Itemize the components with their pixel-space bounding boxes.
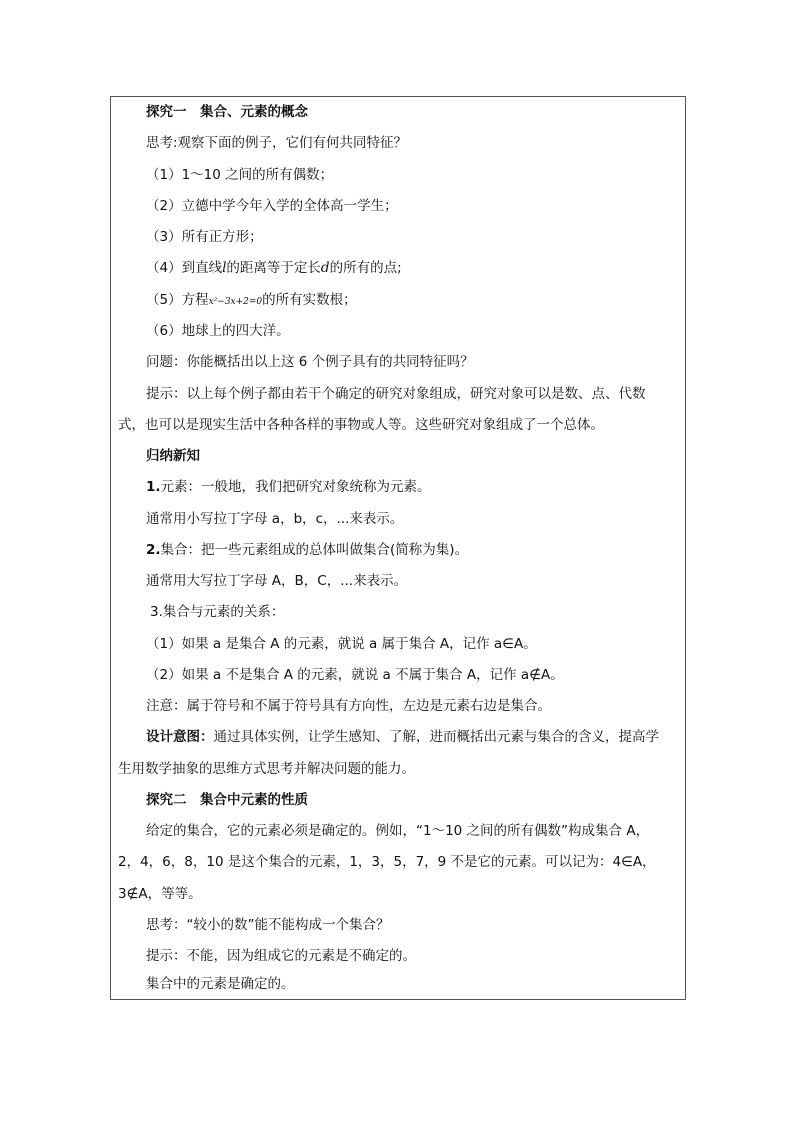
think-small-numbers: 思考：“较小的数”能不能构成一个集合？ — [146, 917, 390, 933]
design-intent-line-2: 生用数学抽象的思维方式思考并解决问题的能力。 — [118, 761, 415, 777]
section-heading-1: 探究一 集合、元素的概念 — [146, 104, 308, 120]
variable-l: l — [222, 260, 227, 276]
set-notation: 通常用大写拉丁字母 A，B，C，...来表示。 — [146, 573, 408, 589]
def1-text: 元素：一般地，我们把研究对象统称为元素。 — [160, 479, 431, 495]
item4-text-a: （4）到直线 — [146, 260, 223, 276]
relation-belongs: （1）如果 a 是集合 A 的元素，就说 a 属于集合 A，记作 a∈A。 — [146, 636, 537, 652]
variable-d: d — [320, 260, 330, 276]
def2-label: 2. — [146, 542, 161, 558]
item4-text-b: 的距离等于定长 — [226, 260, 321, 276]
equation: x²−3x+2=0 — [208, 297, 263, 307]
relation-heading: 3.集合与元素的关系： — [150, 604, 285, 620]
def1-label: 1. — [146, 479, 161, 495]
def2-text: 集合：把一些元素组成的总体叫做集合(简称为集)。 — [160, 542, 469, 558]
paragraph-line-3: 3∉A，等等。 — [118, 886, 202, 902]
relation-not-belongs: （2）如果 a 不是集合 A 的元素，就说 a 不属于集合 A，记作 a∉A。 — [146, 667, 564, 683]
section-heading-3: 探究二 集合中元素的性质 — [146, 792, 308, 808]
element-notation: 通常用小写拉丁字母 a，b，c，...来表示。 — [146, 511, 404, 527]
example-item-1: （1）1～10 之间的所有偶数； — [146, 167, 334, 183]
item4-text-c: 的所有的点; — [329, 260, 402, 276]
example-item-2: （2）立德中学今年入学的全体高一学生； — [146, 198, 398, 214]
example-item-6: （6）地球上的四大洋。 — [146, 323, 290, 339]
question-text: 问题：你能概括出以上这 6 个例子具有的共同特征吗？ — [146, 354, 474, 370]
definition-element — [146, 478, 431, 496]
hint-line-1: 提示：以上每个例子都由若干个确定的研究对象组成，研究对象可以是数、点、代数 — [146, 386, 646, 402]
definition-set — [146, 541, 468, 559]
item5-text-a: （5）方程 — [146, 292, 209, 308]
paragraph-line-2: 2，4，6，8，10 是这个集合的元素，1，3，5，7，9 不是它的元素。可以记为：4∈A， — [118, 854, 656, 870]
conclusion-text: 集合中的元素是确定的。 — [146, 976, 295, 992]
note-text: 注意：属于符号和不属于符号具有方向性，左边是元素右边是集合。 — [146, 698, 551, 714]
hint-answer: 提示：不能，因为组成它的元素是不确定的。 — [146, 948, 416, 964]
section-heading-2: 归纳新知 — [146, 448, 200, 464]
example-item-5 — [146, 291, 357, 311]
item5-text-b: 的所有实数根； — [262, 292, 357, 308]
example-item-3: （3）所有正方形； — [146, 229, 263, 245]
design-label: 设计意图： — [146, 729, 214, 745]
design-text-1: 通过具体实例，让学生感知、了解，进而概括出元素与集合的含义，提高学 — [213, 729, 659, 745]
paragraph-line-1: 给定的集合，它的元素必须是确定的。例如，“1～10 之间的所有偶数”构成集合 A， — [146, 823, 650, 839]
example-item-4 — [146, 259, 402, 277]
hint-line-2: 式，也可以是现实生活中各种各样的事物或人等。这些研究对象组成了一个总体。 — [118, 417, 604, 433]
design-intent-line-1 — [146, 728, 659, 746]
think-prompt: 思考:观察下面的例子，它们有何共同特征？ — [146, 135, 408, 151]
